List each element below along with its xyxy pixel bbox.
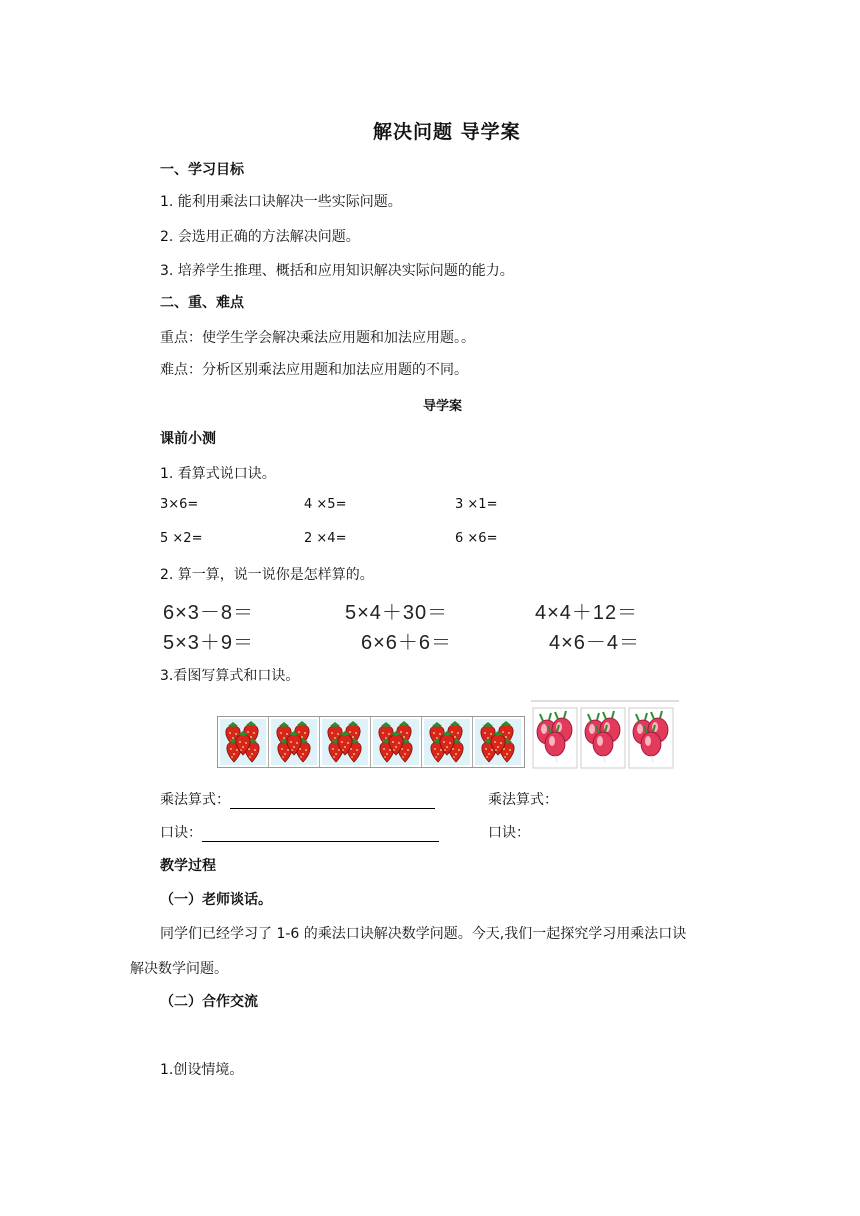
subtitle: 导学案 — [423, 399, 463, 414]
left-rhyme-blank[interactable] — [202, 827, 439, 842]
formula-r2c2: 2 ×4= — [304, 531, 347, 546]
radish-icon — [579, 702, 627, 770]
difficult-point-text: 难点：分析区别乘法应用题和加法应用题的不同。 — [160, 362, 468, 378]
radish-image-strip — [531, 700, 679, 770]
part1-text-line2: 解决数学问题。 — [130, 961, 228, 977]
left-formula-row — [160, 789, 435, 809]
strawberry-icon — [473, 717, 523, 767]
strawberry-group-3 — [320, 717, 371, 767]
step-1: 1.创设情境。 — [160, 1062, 244, 1078]
question-2: 2. 算一算，说一说你是怎样算的。 — [160, 567, 374, 583]
left-formula-label: 乘法算式： — [160, 792, 230, 808]
part1-heading: （一）老师谈话。 — [160, 892, 272, 908]
strawberry-group-6 — [473, 717, 524, 767]
strawberry-group-4 — [371, 717, 422, 767]
question-3: 3.看图写算式和口诀。 — [160, 668, 300, 684]
calc-r1c3: 4×4＋12＝ — [535, 602, 639, 624]
strawberry-group-5 — [422, 717, 473, 767]
radish-group-1 — [531, 702, 579, 770]
question-1: 1. 看算式说口诀。 — [160, 466, 276, 482]
goal-item-1: 1. 能利用乘法口诀解决一些实际问题。 — [160, 194, 402, 210]
strawberry-group-2 — [269, 717, 320, 767]
page-title: 解决问题 导学案 — [373, 121, 521, 143]
radish-group-2 — [579, 702, 627, 770]
strawberry-icon — [320, 717, 370, 767]
goal-item-3: 3. 培养学生推理、概括和应用知识解决实际问题的能力。 — [160, 263, 514, 279]
left-rhyme-label: 口诀： — [160, 825, 202, 841]
calc-r1c1: 6×3－8＝ — [163, 602, 255, 624]
goal-item-2: 2. 会选用正确的方法解决问题。 — [160, 229, 360, 245]
calc-r1c2: 5×4＋30＝ — [345, 602, 449, 624]
part1-text-line1: 同学们已经学习了 1-6 的乘法口诀解决数学问题。今天,我们一起探究学习用乘法口诀 — [160, 926, 687, 942]
formula-r1c1: 3×6= — [160, 497, 199, 512]
right-rhyme-label: 口诀： — [488, 825, 530, 841]
section-heading-goals: 一、学习目标 — [160, 162, 244, 178]
strawberry-icon — [422, 717, 472, 767]
calc-r2c1: 5×3＋9＝ — [163, 632, 255, 654]
strawberry-image-strip — [217, 716, 525, 768]
key-point-text: 重点：使学生学会解决乘法应用题和加法应用题。。 — [160, 330, 475, 346]
left-rhyme-row — [160, 822, 439, 842]
calc-r2c2: 6×6＋6＝ — [361, 632, 453, 654]
radish-group-3 — [627, 702, 675, 770]
pretest-heading: 课前小测 — [160, 431, 216, 447]
formula-r2c3: 6 ×6= — [455, 531, 498, 546]
formula-r1c2: 4 ×5= — [304, 497, 347, 512]
formula-r2c1: 5 ×2= — [160, 531, 203, 546]
strawberry-icon — [269, 717, 319, 767]
strawberry-icon — [218, 717, 268, 767]
process-heading: 教学过程 — [160, 858, 216, 874]
strawberry-icon — [371, 717, 421, 767]
strawberry-group-1 — [218, 717, 269, 767]
part2-heading: （二）合作交流 — [160, 994, 258, 1010]
right-formula-label: 乘法算式： — [488, 792, 558, 808]
section-heading-keypoints: 二、重、难点 — [160, 295, 244, 311]
calc-r2c3: 4×6－4＝ — [549, 632, 641, 654]
left-formula-blank[interactable] — [230, 794, 435, 809]
formula-r1c3: 3 ×1= — [455, 497, 498, 512]
radish-icon — [531, 702, 579, 770]
radish-icon — [627, 702, 675, 770]
